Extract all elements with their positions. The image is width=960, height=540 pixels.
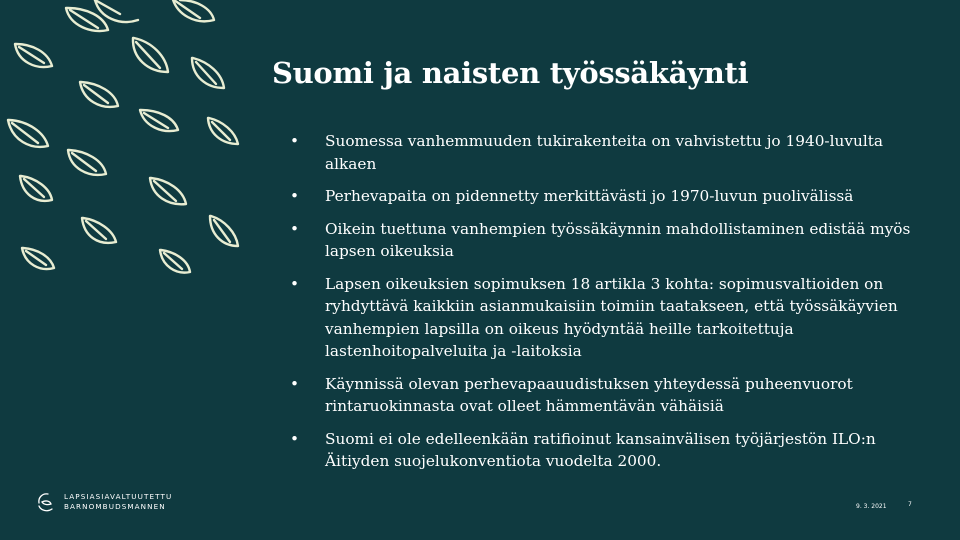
bullet-item	[290, 373, 930, 418]
slide-title: Suomi ja naisten työssäkäynti	[272, 56, 749, 90]
leaf-16	[22, 248, 54, 269]
leaf-12	[150, 178, 186, 204]
leaf-2	[172, 0, 214, 21]
bullet-text: Suomessa vanhemmuuden tukirakenteita on vahvistettu jo 1940-luvulta alkaen	[325, 132, 884, 173]
leaf-13	[210, 216, 238, 246]
leaf-11	[68, 150, 106, 175]
logo-emblem-icon	[34, 490, 58, 514]
bullet-text: Lapsen oikeuksien sopimuksen 18 artikla 3 kohta: sopimusvaltioiden on ryhdyttävä kaikkiin asianmukaisiin toimiin taatakseen, että työssäkäyvien vanhempien lapsilla on oikeus hyödyntää heille tarkoitettuja lastenhoitopalveluita ja -laitoksia	[325, 274, 898, 360]
bullet-text: Perhevapaita on pidennetty merkittävästi jo 1970-luvun puolivälissä	[325, 187, 854, 205]
page-number: 7	[908, 501, 912, 508]
bullet-list	[290, 130, 930, 483]
bullet-marker: •	[290, 219, 300, 238]
bullet-item	[290, 130, 930, 175]
leaf-pattern-decoration	[0, 0, 260, 300]
leaf-14	[20, 176, 52, 201]
organization-logo	[34, 490, 234, 514]
bullet-marker: •	[290, 374, 300, 393]
leaf-4	[133, 38, 168, 72]
bullet-item	[290, 185, 930, 208]
bullet-item	[290, 218, 930, 263]
bullet-text: Suomi ei ole edelleenkään ratifioinut kansainvälisen työjärjestön ILO:n Äitiyden suojelukonventiota vuodelta 2000.	[325, 429, 876, 470]
slide-date: 9. 3. 2021	[856, 503, 887, 510]
leaf-6	[15, 44, 52, 67]
leaf-15	[82, 218, 116, 243]
leaf-7	[80, 82, 118, 107]
leaf-5	[192, 58, 224, 88]
logo-text	[64, 492, 172, 512]
bullet-marker: •	[290, 429, 300, 448]
leaf-9	[208, 118, 238, 144]
bullet-text: Oikein tuettuna vanhempien työssäkäynnin mahdollistaminen edistää myös lapsen oikeuksia	[325, 219, 911, 260]
logo-text-line1: LAPSIASIAVALTUUTETTU	[64, 492, 173, 501]
bullet-item	[290, 273, 930, 363]
leaf-17	[160, 250, 190, 273]
bullet-marker: •	[290, 187, 300, 205]
bullet-marker: •	[290, 132, 300, 150]
bullet-marker: •	[290, 274, 300, 293]
leaf-10	[8, 120, 48, 147]
bullet-text: Käynnissä olevan perhevapaauudistuksen yhteydessä puheenvuorot rintaruokinnasta ovat olleet hämmentävän vähäisiä	[325, 374, 853, 415]
leaf-8	[140, 110, 178, 131]
bullet-item	[290, 428, 930, 473]
logo-text-line2: BARNOMBUDSMANNEN	[64, 502, 166, 511]
